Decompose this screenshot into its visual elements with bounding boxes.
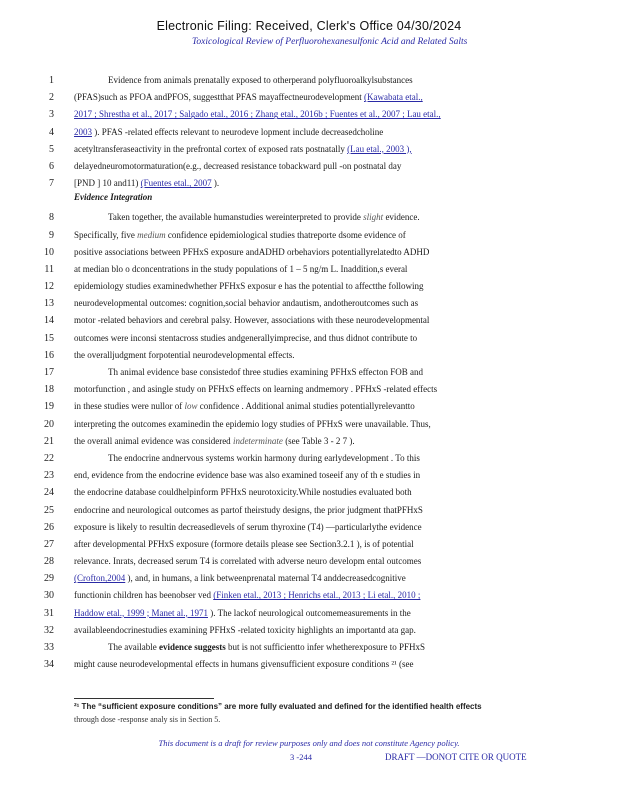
citation-link[interactable]: Haddow etal., 1999 ; Manet al., 1971 xyxy=(74,607,208,618)
text-line xyxy=(40,261,540,278)
text-line xyxy=(40,330,540,347)
line-segment: end, evidence from the endocrine evidence base was also examined toseeif any of th e studies in xyxy=(74,470,421,481)
line-text xyxy=(74,416,540,433)
text-line xyxy=(40,519,540,536)
footnote-text: ²¹ The “sufficient exposure conditions” are more fully evaluated and defined for the identified health effects xyxy=(74,702,482,711)
line-number: 34 xyxy=(44,659,54,671)
line-segment-tail: ). xyxy=(213,178,220,189)
line-segment: delayedneuromotormaturation(e.g., decreased resistance tobackward pull -on postnatal day xyxy=(74,160,402,171)
line-segment: acetyltransferaseactivity in the prefrontal cortex of exposed rats postnatally xyxy=(74,143,345,154)
emphasis-term: low xyxy=(184,401,198,412)
line-segment: the endocrine database couldhelpinform PFHxS neurotoxicity.While nostudies evaluated both xyxy=(74,487,412,498)
line-number: 9 xyxy=(49,229,54,241)
citation-link[interactable]: (Finken etal., 2013 ; Henrichs etal., 2013 ; Li etal., 2010 ; xyxy=(213,590,421,601)
line-number: 19 xyxy=(44,401,54,413)
citation-link[interactable]: (Crofton,2004 xyxy=(74,573,126,584)
line-text xyxy=(74,261,540,278)
line-segment-tail: but is not sufficientto infer whetherexposure to PFHxS xyxy=(227,642,426,652)
line-number: 7 xyxy=(49,178,54,190)
text-line xyxy=(40,347,540,364)
line-number: 17 xyxy=(44,367,54,378)
text-line xyxy=(40,416,540,433)
line-text xyxy=(74,587,540,604)
line-number: 21 xyxy=(44,435,54,447)
line-number: 18 xyxy=(44,384,54,396)
line-number: 15 xyxy=(44,332,54,344)
text-line xyxy=(40,124,540,141)
line-segment: [PND ] 10 and11) xyxy=(74,178,139,189)
line-text xyxy=(74,502,540,519)
line-segment: motorfunction , and asingle study on PFHxS effects on learning andmemory . PFHxS -related effects xyxy=(74,384,438,395)
line-text xyxy=(74,639,574,656)
text-line xyxy=(40,502,540,519)
line-segment: the overalljudgment forpotential neurodevelopmental effects. xyxy=(74,349,295,360)
line-number: 5 xyxy=(49,143,54,155)
line-segment: Th animal evidence base consistedof three studies examining PFHxS effecton FOB and xyxy=(108,367,424,377)
text-line xyxy=(40,553,540,570)
line-text xyxy=(74,141,540,158)
draft-notice: This document is a draft for review purposes only and does not constitute Agency policy. xyxy=(158,738,460,748)
line-text xyxy=(74,72,574,89)
line-text xyxy=(74,106,540,123)
text-line xyxy=(40,295,540,312)
line-number: 3 xyxy=(49,109,54,121)
line-number: 13 xyxy=(44,298,54,310)
text-line xyxy=(40,106,540,123)
line-segment: Specifically, five xyxy=(74,229,135,240)
line-number: 11 xyxy=(44,263,54,275)
line-number: 33 xyxy=(44,642,54,653)
line-text xyxy=(74,312,540,329)
line-segment: interpreting the outcomes examinedin the epidemio logy studies of PFHxS were unavailable. Thus, xyxy=(74,418,431,429)
citation-link[interactable]: (Lau etal., 2003 ), xyxy=(347,143,412,154)
line-segment: relevance. Inrats, decreased serum T4 is correlated with adverse neuro developm ental outcomes xyxy=(74,556,422,567)
document-subtitle: Toxicological Review of Perfluorohexanesulfonic Acid and Related Salts xyxy=(192,37,468,47)
line-number: 25 xyxy=(44,504,54,516)
text-line xyxy=(40,312,540,329)
line-segment: (PFAS)such as PFOA andPFOS, suggestthat PFAS mayaffectneurodevelopment xyxy=(74,92,362,103)
line-number: 26 xyxy=(44,521,54,533)
line-segment: positive associations between PFHxS exposure andADHD orbehaviors potentiallyrelatedto ADHD xyxy=(74,246,430,257)
footnote-continuation: through dose -response analy sis in Section 5. xyxy=(74,715,221,724)
line-number: 14 xyxy=(44,315,54,327)
text-line xyxy=(40,467,540,484)
emphasis-term: medium xyxy=(137,229,166,240)
text-line xyxy=(40,278,540,295)
line-text xyxy=(74,244,540,261)
text-line xyxy=(40,175,540,192)
line-segment: The endocrine andnervous systems workin harmony during earlydevelopment . To this xyxy=(108,452,420,463)
line-segment: ), and, in humans, a link betweenprenatal maternal T4 anddecreasedcognitive xyxy=(127,573,406,584)
footnote-divider xyxy=(74,698,214,699)
line-segment: availableendocrinestudies examining PFHxS -related toxicity highlights an importantd ata gap. xyxy=(74,624,416,635)
line-segment: might cause neurodevelopmental effects in humans givensufficient exposure conditions ²¹ (see xyxy=(74,659,414,670)
line-segment: exposure is likely to resultin decreasedlevels of serum thyroxine (T4) —particularlythe evidence xyxy=(74,521,422,532)
line-text xyxy=(74,278,540,295)
text-line xyxy=(40,381,540,398)
line-number: 4 xyxy=(49,126,54,138)
text-line xyxy=(40,398,540,415)
line-segment: motor -related behaviors and cerebral palsy. However, associations with these neurodevelopmental xyxy=(74,315,430,326)
line-number: 32 xyxy=(44,624,54,636)
text-line xyxy=(40,89,540,106)
text-line xyxy=(40,639,540,656)
line-text xyxy=(74,347,540,364)
line-number: 30 xyxy=(44,590,54,602)
line-segment: endocrine and neurological outcomes as partof theirstudy designs, the prior judgment thatPFHxS xyxy=(74,504,423,515)
text-line xyxy=(40,72,540,89)
line-text xyxy=(74,124,540,141)
line-number: 2 xyxy=(49,92,54,104)
line-text xyxy=(74,553,540,570)
line-segment: Taken together, the available humanstudies wereinterpreted to provide xyxy=(108,212,361,223)
line-number: 10 xyxy=(44,246,54,258)
emphasis-term: indeterminate xyxy=(232,435,283,446)
line-text xyxy=(74,295,540,312)
line-number: 22 xyxy=(44,452,54,464)
line-number: 29 xyxy=(44,573,54,585)
emphasis-term: slight xyxy=(363,212,384,223)
citation-link[interactable]: 2017 ; Shrestha et al., 2017 ; Salgado etal., 2016 ; Zhang etal., 2016b ; Fuentes et al., 2007 ; Lau etal., xyxy=(74,109,441,120)
line-text xyxy=(74,467,540,484)
line-text xyxy=(74,398,540,415)
line-segment: functionin children has beenobser ved xyxy=(74,590,211,601)
line-number: 27 xyxy=(44,538,54,550)
line-segment-tail: (see Table 3 - 2 7 ). xyxy=(285,435,355,446)
citation-link[interactable]: 2003 xyxy=(74,126,92,137)
line-number: 20 xyxy=(44,418,54,430)
line-text xyxy=(74,158,540,175)
line-text xyxy=(74,570,540,587)
text-line xyxy=(40,158,540,175)
line-text xyxy=(74,330,540,347)
line-segment: Evidence from animals prenatally exposed to otherperand polyfluoroalkylsubstances xyxy=(108,75,413,85)
line-text xyxy=(74,89,540,106)
line-number: 6 xyxy=(49,160,54,172)
line-text xyxy=(74,175,540,192)
line-number: 12 xyxy=(44,281,54,293)
line-text xyxy=(74,622,540,639)
line-text xyxy=(74,519,540,536)
line-segment: outcomes were inconsi stentacross studies andgenerallyimprecise, and thus didnot contribute to xyxy=(74,332,418,343)
line-number: 24 xyxy=(44,487,54,499)
citation-link[interactable]: (Kawabata etal., xyxy=(364,92,423,103)
line-text xyxy=(74,484,540,501)
text-line xyxy=(40,536,540,553)
line-text xyxy=(74,656,540,673)
line-segment: neurodevelopmental outcomes: cognition,social behavior andautism, andotheroutcomes such as xyxy=(74,298,419,309)
text-line xyxy=(40,209,540,226)
intro-paragraph xyxy=(40,72,540,192)
integration-paragraphs xyxy=(40,209,540,673)
line-segment-tail: confidence epidemiological studies thatreporte dsome evidence of xyxy=(167,229,406,240)
line-text xyxy=(74,364,574,381)
filing-header: Electronic Filing: Received, Clerk's Office 04/30/2024 xyxy=(156,19,462,33)
section-heading-row xyxy=(40,192,540,209)
line-segment: epidemiology studies examinedwhether PFHxS exposur e has the potential to affectthe following xyxy=(74,281,424,292)
bold-term: evidence suggests xyxy=(158,642,226,652)
line-number: 28 xyxy=(44,556,54,568)
line-text xyxy=(74,433,540,450)
text-line xyxy=(40,622,540,639)
text-line xyxy=(40,484,540,501)
line-segment: ). PFAS -related effects relevant to neurodeve lopment include decreasedcholine xyxy=(94,126,384,137)
line-segment: the overall animal evidence was considered xyxy=(74,435,231,446)
line-segment: after developmental PFHxS exposure (formore details please see Section3.2.1 ), is of potential xyxy=(74,538,414,549)
line-number: 23 xyxy=(44,470,54,482)
line-number: 16 xyxy=(44,349,54,361)
text-line xyxy=(40,364,540,381)
line-number: 8 xyxy=(49,212,54,224)
text-line xyxy=(40,141,540,158)
line-text xyxy=(74,450,574,467)
page-number: 3 -244 xyxy=(290,752,312,762)
line-segment: in these studies were nullor of xyxy=(74,401,183,412)
line-number: 1 xyxy=(49,75,54,86)
line-text xyxy=(74,381,540,398)
text-line xyxy=(40,656,540,673)
line-segment: ). The lackof neurological outcomemeasurements in the xyxy=(210,607,411,618)
document-body xyxy=(40,72,540,673)
citation-link[interactable]: (Fuentes etal., 2007 xyxy=(140,178,212,189)
text-line xyxy=(40,450,540,467)
do-not-cite-notice: DRAFT —DONOT CITE OR QUOTE xyxy=(385,752,527,762)
line-text xyxy=(74,536,540,553)
text-line xyxy=(40,244,540,261)
text-line xyxy=(40,605,540,622)
section-heading: Evidence Integration xyxy=(74,192,153,203)
text-line xyxy=(40,227,540,244)
line-segment: The available xyxy=(108,642,157,652)
text-line xyxy=(40,570,540,587)
text-line xyxy=(40,587,540,604)
line-text xyxy=(74,209,574,226)
line-segment: at median blo o dconcentrations in the study populations of 1 – 5 ng/m L. Inaddition,s everal xyxy=(74,263,408,274)
line-segment-tail: confidence . Additional animal studies potentiallyrelevantto xyxy=(199,401,415,412)
line-text xyxy=(74,227,540,244)
line-segment-tail: evidence. xyxy=(385,212,420,223)
line-number: 31 xyxy=(44,607,54,619)
line-text xyxy=(74,605,540,622)
text-line xyxy=(40,433,540,450)
